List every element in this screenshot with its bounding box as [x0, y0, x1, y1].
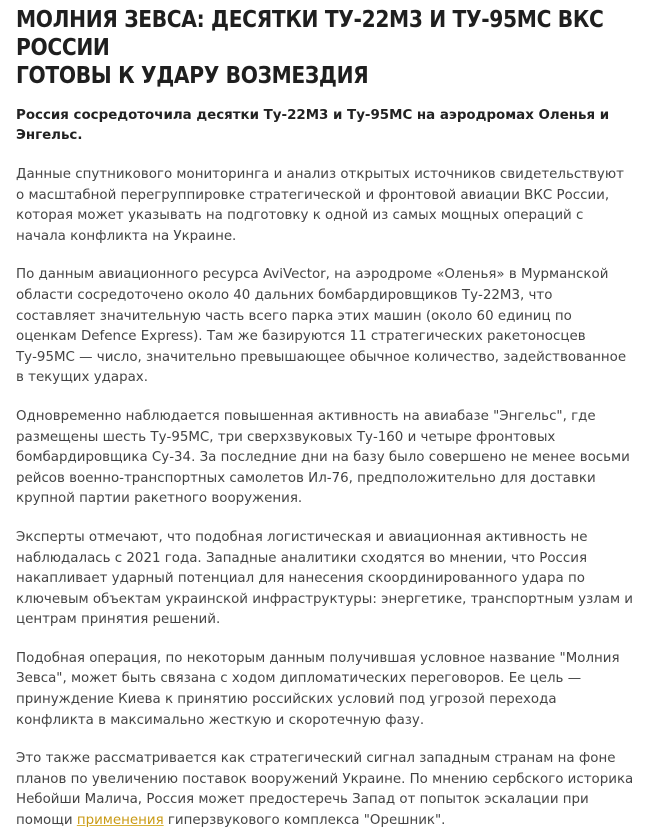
body-paragraph-3: Одновременно наблюдается повышенная активность на авиабазе "Энгельс", где размещены шесть Ту-95МС, три сверхзвуковых Ту-160 и четыре фронтовых бомбардировщика Су-34. За последние дни на базу было совершено не менее восьми рейсов военно-транспортных самолетов Ил-76, предположительно для доставки крупной партии ракетного вооружения. — [16, 408, 630, 507]
body-paragraph-1: Данные спутникового мониторинга и анализ открытых источников свидетельствуют о масштабной перегруппировке стратегической и фронтовой авиации ВКС России, которая может указывать на подготовку к одной из самых мощных операций с начала конфликта на Украине. — [16, 167, 624, 244]
body-paragraph-5: Подобная операция, по некоторым данным получившая условное название "Молния Зевса", может быть связана с ходом дипломатических переговоров. Ее цель — принуждение Киева к принятию российских условий под угрозой перехода конфликта в максимально жесткую и скоротечную фазу. — [16, 650, 620, 728]
headline — [16, 6, 632, 90]
headline-line-2: ГОТОВЫ К УДАРУ ВОЗМЕЗДИЯ — [16, 63, 369, 89]
article-inline-link[interactable]: применения — [76, 813, 164, 829]
lead-paragraph: Россия сосредоточила десятки Ту-22М3 и Ту-95МС на аэродромах Оленья и Энгельс. — [16, 108, 610, 143]
headline-line-1: МОЛНИЯ ЗЕВСА: ДЕСЯТКИ ТУ-22М3 И ТУ-95МС ВКС РОССИИ — [16, 7, 604, 61]
body-paragraph-6 — [16, 749, 635, 831]
paragraph-6-text-after-link: гиперзвукового комплекса "Орешник". — [163, 813, 446, 829]
body-paragraph-4: Эксперты отмечают, что подобная логистическая и авиационная активность не наблюдалась с 2021 года. Западные аналитики сходятся во мнении, что Россия накапливает ударный потенциал для нанесения скоординированного удара по ключевым объектам украинской инфраструктуры: энергетике, транспортным узлам и центрам принятия решений. — [16, 529, 634, 628]
body-paragraph-2: По данным авиационного ресурса AviVector, на аэродроме «Оленья» в Мурманской области сосредоточено около 40 дальних бомбардировщиков Ту-22М3, что составляет значительную часть всего парка этих машин (около 60 единиц по оценкам Defence Express). Там же базируются 11 стратегических ракетоносцев Ту-95МС — число, значительно превышающее обычное количество, задействованное в текущих ударах. — [16, 267, 627, 386]
paragraph-6-text-before-link: Это также рассматривается как стратегический сигнал западным странам на фоне планов по увеличению поставок вооружений Украине. По мнению сербского историка Небойши Малича, Россия может предостеречь Запад от попыток эскалации при помощи — [16, 751, 634, 829]
